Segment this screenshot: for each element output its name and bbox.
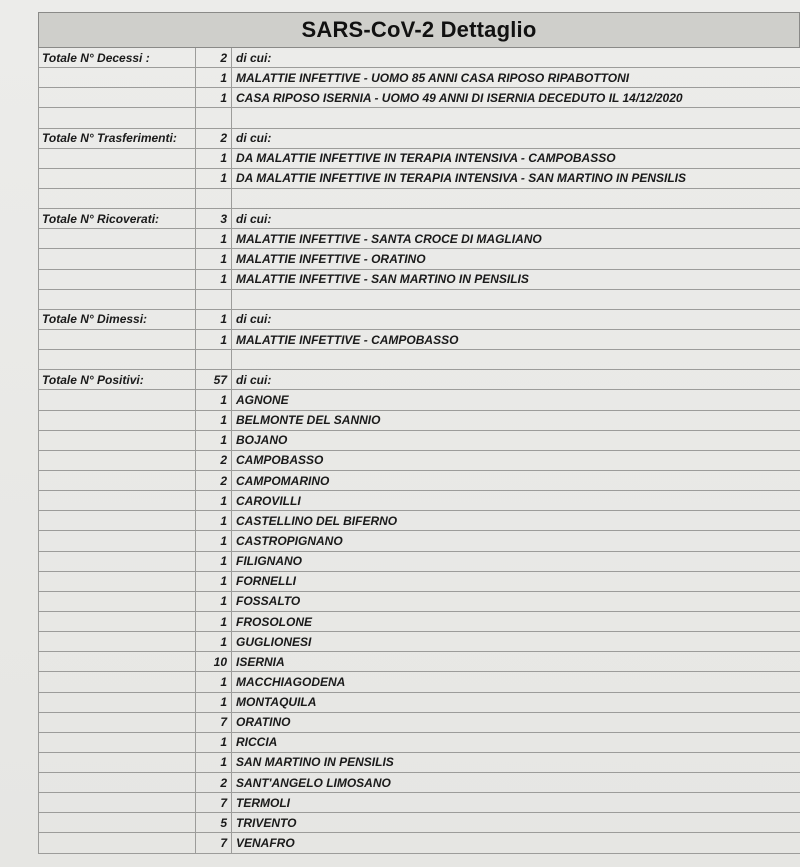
row-count: 1 [196, 68, 232, 87]
row-count: 2 [196, 129, 232, 148]
row-count: 1 [196, 169, 232, 188]
row-count [196, 108, 232, 127]
row-detail: GUGLIONESI [236, 634, 312, 649]
row-detail: MALATTIE INFETTIVE - ORATINO [236, 251, 426, 266]
row-category-label: Totale N° Decessi : [38, 48, 196, 67]
table-row [38, 531, 800, 551]
row-count: 7 [196, 713, 232, 732]
row-category-label [38, 793, 196, 812]
row-count: 10 [196, 652, 232, 671]
row-count: 1 [196, 612, 232, 631]
table-row [38, 632, 800, 652]
row-detail [232, 189, 800, 208]
row-detail: di cui: [236, 312, 272, 327]
row-detail: FROSOLONE [236, 614, 313, 629]
table-row [38, 833, 800, 853]
row-detail: DA MALATTIE INFETTIVE IN TERAPIA INTENSIVA - CAMPOBASSO [236, 151, 616, 166]
table-row [38, 290, 800, 310]
row-detail: MONTAQUILA [236, 695, 317, 710]
row-count: 1 [196, 632, 232, 651]
row-category-label: Totale N° Positivi: [38, 370, 196, 389]
row-count [196, 350, 232, 369]
row-category-label [38, 511, 196, 530]
row-detail: CASTELLINO DEL BIFERNO [236, 513, 398, 528]
row-category-label [38, 189, 196, 208]
row-detail: CAMPOBASSO [236, 453, 324, 468]
table-row [38, 713, 800, 733]
table-row [38, 88, 800, 108]
table-row [38, 330, 800, 350]
row-count: 7 [196, 833, 232, 852]
table-row [38, 773, 800, 793]
row-category-label: Totale N° Dimessi: [38, 310, 196, 329]
row-detail: MALATTIE INFETTIVE - CAMPOBASSO [236, 332, 459, 347]
row-category-label [38, 290, 196, 309]
row-detail: CAROVILLI [236, 493, 301, 508]
row-detail: SANT'ANGELO LIMOSANO [236, 775, 391, 790]
row-count: 2 [196, 471, 232, 490]
row-detail: CASTROPIGNANO [236, 533, 343, 548]
table-row [38, 693, 800, 713]
row-count: 1 [196, 390, 232, 409]
row-detail: MALATTIE INFETTIVE - SAN MARTINO IN PENSILIS [236, 272, 529, 287]
table-row [38, 572, 800, 592]
page-title: SARS-CoV-2 Dettaglio [301, 17, 537, 42]
table-row [38, 249, 800, 269]
row-count: 1 [196, 229, 232, 248]
row-count: 7 [196, 793, 232, 812]
row-category-label [38, 773, 196, 792]
row-category-label [38, 693, 196, 712]
table-row [38, 108, 800, 128]
table-row [38, 229, 800, 249]
table-row [38, 753, 800, 773]
row-category-label [38, 833, 196, 852]
row-count: 1 [196, 310, 232, 329]
row-category-label [38, 753, 196, 772]
detail-table [38, 48, 800, 854]
row-category-label: Totale N° Ricoverati: [38, 209, 196, 228]
row-detail: FILIGNANO [236, 554, 302, 569]
row-detail [232, 108, 800, 127]
row-category-label [38, 672, 196, 691]
row-category-label: Totale N° Trasferimenti: [38, 129, 196, 148]
row-count: 1 [196, 552, 232, 571]
row-count: 1 [196, 753, 232, 772]
table-row [38, 209, 800, 229]
table-row [38, 129, 800, 149]
row-count: 2 [196, 773, 232, 792]
row-category-label [38, 350, 196, 369]
row-detail: di cui: [236, 131, 272, 146]
table-row [38, 652, 800, 672]
row-detail: MALATTIE INFETTIVE - UOMO 85 ANNI CASA RIPOSO RIPABOTTONI [236, 70, 630, 85]
row-category-label [38, 330, 196, 349]
row-count: 1 [196, 149, 232, 168]
row-count: 1 [196, 411, 232, 430]
table-row [38, 511, 800, 531]
table-row [38, 48, 800, 68]
row-count: 2 [196, 48, 232, 67]
row-category-label [38, 249, 196, 268]
table-row [38, 451, 800, 471]
row-detail: di cui: [236, 372, 272, 387]
table-row [38, 793, 800, 813]
row-detail [232, 350, 800, 369]
row-detail: ORATINO [236, 715, 291, 730]
row-category-label [38, 572, 196, 591]
row-count: 1 [196, 511, 232, 530]
row-category-label [38, 229, 196, 248]
row-category-label [38, 451, 196, 470]
row-count [196, 290, 232, 309]
row-count: 5 [196, 813, 232, 832]
row-count: 1 [196, 572, 232, 591]
table-row [38, 68, 800, 88]
row-count: 1 [196, 88, 232, 107]
row-count: 1 [196, 249, 232, 268]
row-detail: MALATTIE INFETTIVE - SANTA CROCE DI MAGLIANO [236, 231, 542, 246]
table-row [38, 431, 800, 451]
row-count: 1 [196, 270, 232, 289]
table-row [38, 390, 800, 410]
row-detail: SAN MARTINO IN PENSILIS [236, 755, 394, 770]
row-category-label [38, 149, 196, 168]
row-count: 1 [196, 733, 232, 752]
row-detail: BOJANO [236, 433, 288, 448]
row-count: 1 [196, 531, 232, 550]
row-category-label [38, 813, 196, 832]
row-category-label [38, 713, 196, 732]
row-category-label [38, 108, 196, 127]
table-row [38, 813, 800, 833]
row-count: 3 [196, 209, 232, 228]
row-category-label [38, 390, 196, 409]
row-detail: TRIVENTO [236, 815, 297, 830]
row-detail: ISERNIA [236, 654, 285, 669]
row-count [196, 189, 232, 208]
row-count: 1 [196, 330, 232, 349]
row-detail: FOSSALTO [236, 594, 301, 609]
row-detail: TERMOLI [236, 795, 290, 810]
row-category-label [38, 68, 196, 87]
row-detail: RICCIA [236, 735, 278, 750]
table-row [38, 310, 800, 330]
row-category-label [38, 733, 196, 752]
table-row [38, 592, 800, 612]
row-category-label [38, 88, 196, 107]
row-count: 1 [196, 693, 232, 712]
row-category-label [38, 652, 196, 671]
row-count: 57 [196, 370, 232, 389]
row-count: 1 [196, 592, 232, 611]
title-bar [38, 12, 800, 48]
row-detail: MACCHIAGODENA [236, 674, 346, 689]
row-detail: AGNONE [236, 392, 289, 407]
row-detail: BELMONTE DEL SANNIO [236, 413, 381, 428]
row-detail [232, 290, 800, 309]
row-count: 1 [196, 672, 232, 691]
row-category-label [38, 411, 196, 430]
row-detail: CASA RIPOSO ISERNIA - UOMO 49 ANNI DI ISERNIA DECEDUTO IL 14/12/2020 [236, 90, 683, 105]
row-category-label [38, 471, 196, 490]
table-row [38, 552, 800, 572]
table-row [38, 270, 800, 290]
table-row [38, 149, 800, 169]
row-category-label [38, 431, 196, 450]
row-category-label [38, 612, 196, 631]
table-row [38, 189, 800, 209]
row-detail: di cui: [236, 50, 272, 65]
table-row [38, 350, 800, 370]
table-row [38, 169, 800, 189]
row-detail: di cui: [236, 211, 272, 226]
table-row [38, 491, 800, 511]
table-row [38, 612, 800, 632]
table-row [38, 411, 800, 431]
table-row [38, 672, 800, 692]
row-detail: CAMPOMARINO [236, 473, 330, 488]
row-detail: DA MALATTIE INFETTIVE IN TERAPIA INTENSIVA - SAN MARTINO IN PENSILIS [236, 171, 687, 186]
row-category-label [38, 270, 196, 289]
row-detail: VENAFRO [236, 836, 295, 851]
table-row [38, 471, 800, 491]
row-count: 1 [196, 431, 232, 450]
row-detail: FORNELLI [236, 574, 296, 589]
row-category-label [38, 491, 196, 510]
row-category-label [38, 169, 196, 188]
row-category-label [38, 592, 196, 611]
row-category-label [38, 531, 196, 550]
row-category-label [38, 632, 196, 651]
table-row [38, 370, 800, 390]
row-category-label [38, 552, 196, 571]
table-row [38, 733, 800, 753]
row-count: 2 [196, 451, 232, 470]
row-count: 1 [196, 491, 232, 510]
